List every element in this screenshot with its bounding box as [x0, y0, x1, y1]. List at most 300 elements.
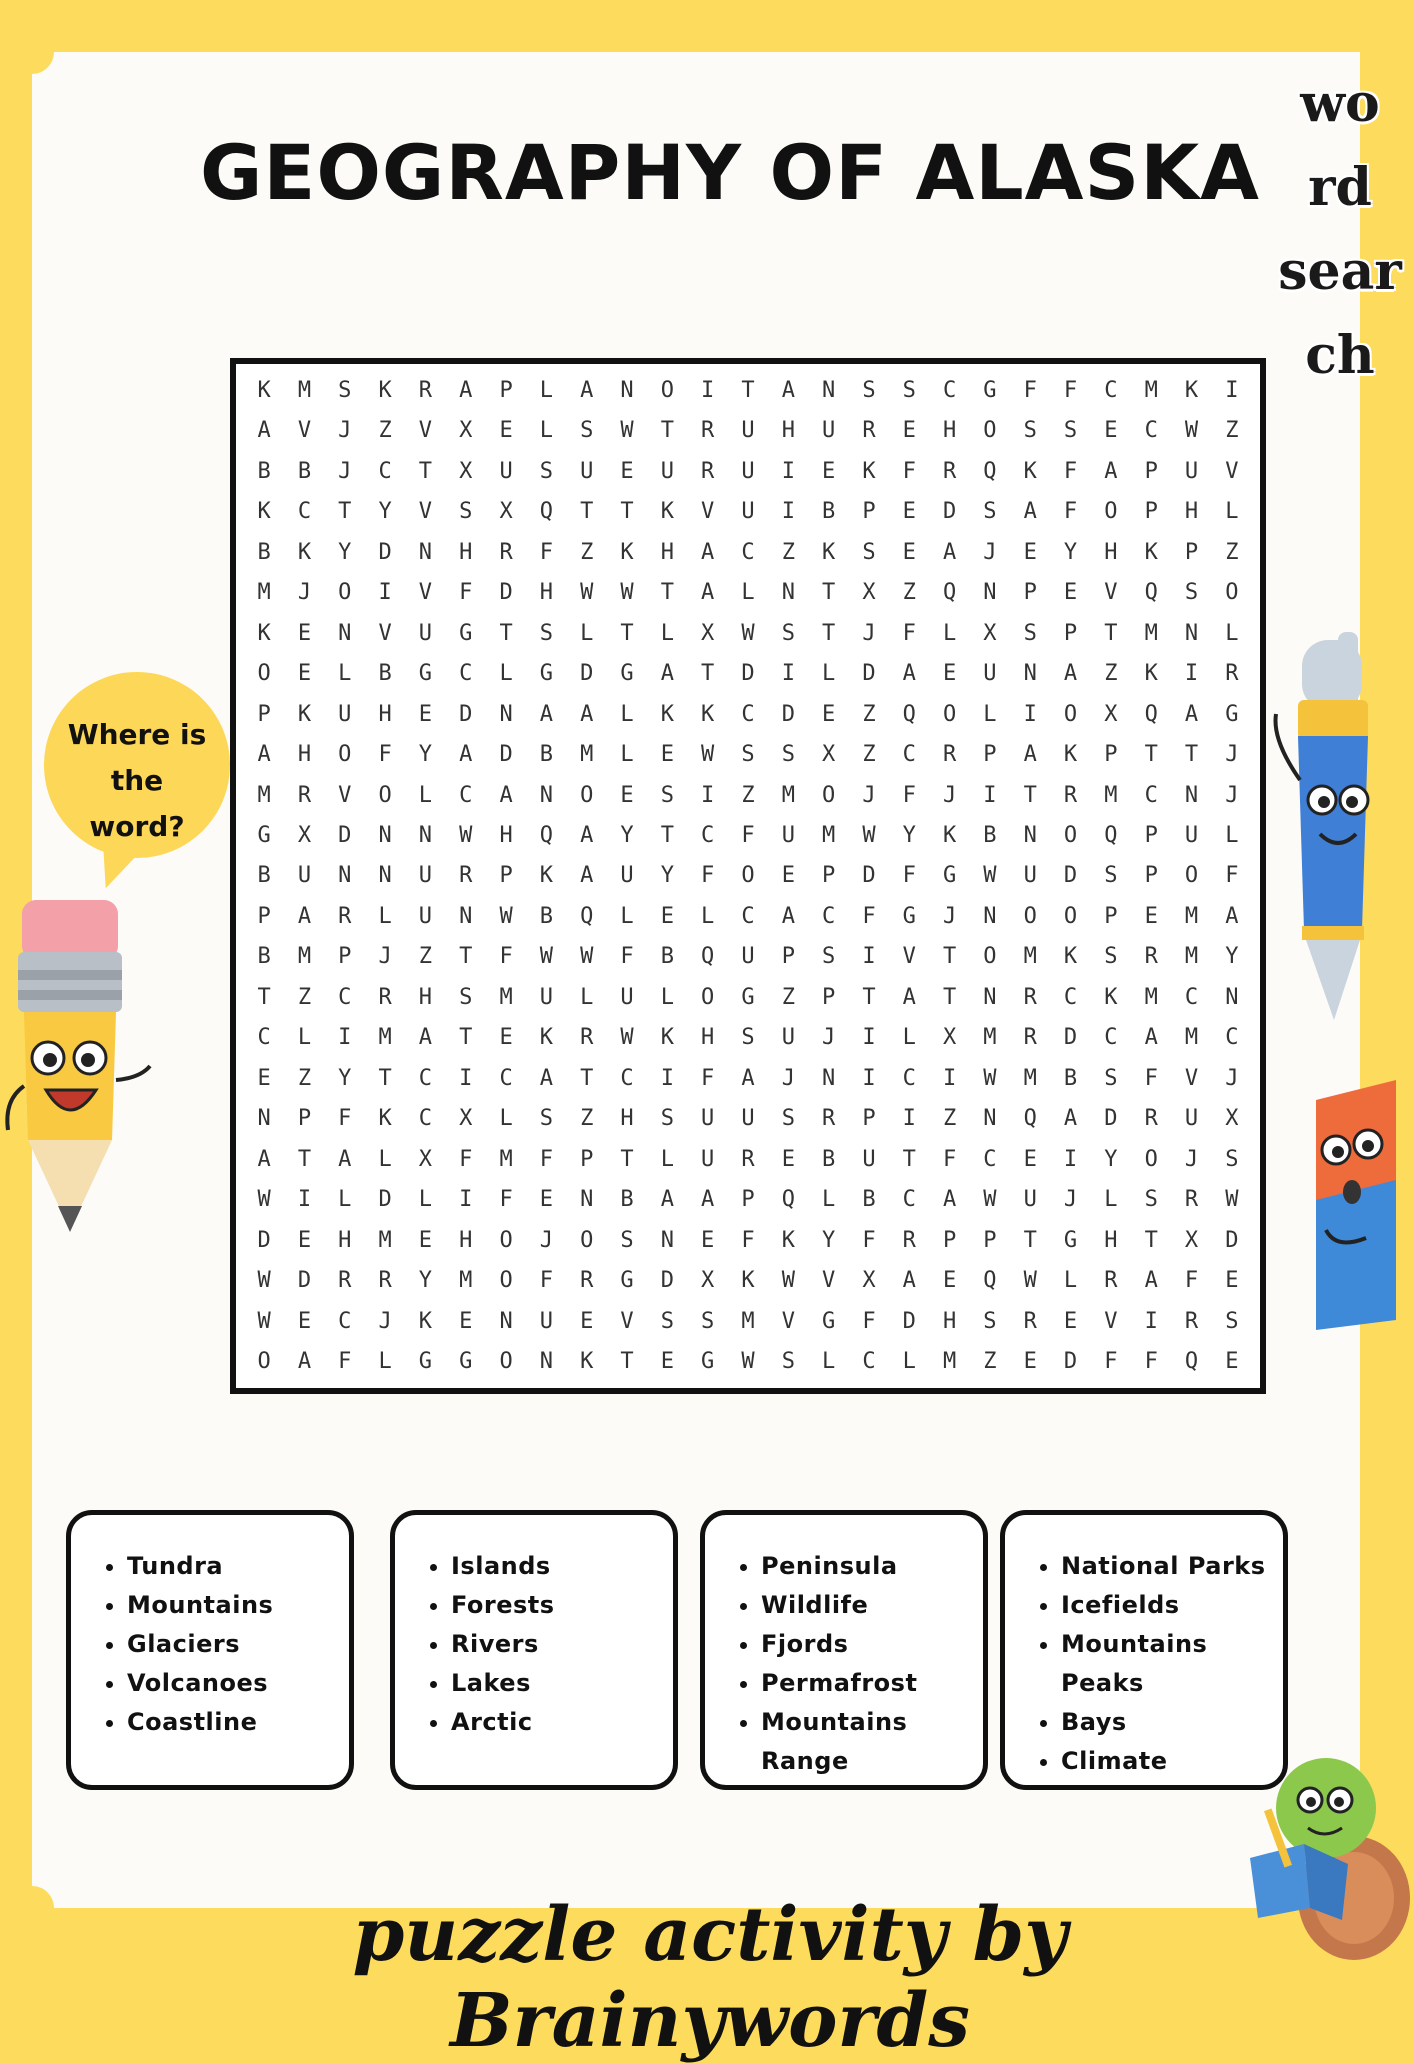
grid-letter[interactable]: F: [1225, 863, 1239, 889]
grid-letter[interactable]: E: [1063, 1308, 1078, 1334]
grid-letter[interactable]: S: [902, 377, 916, 403]
grid-letter[interactable]: T: [1023, 782, 1037, 808]
grid-letter[interactable]: W: [1184, 418, 1199, 444]
grid-letter[interactable]: F: [1063, 377, 1078, 403]
grid-letter[interactable]: T: [620, 620, 634, 646]
grid-letter[interactable]: I: [701, 377, 715, 403]
grid-letter[interactable]: O: [1225, 580, 1239, 606]
grid-letter[interactable]: S: [660, 1106, 674, 1132]
grid-letter[interactable]: K: [741, 1268, 755, 1294]
grid-letter[interactable]: E: [459, 1308, 473, 1334]
grid-letter[interactable]: A: [942, 1187, 957, 1213]
grid-letter[interactable]: S: [580, 418, 594, 444]
grid-letter[interactable]: Z: [580, 1106, 594, 1132]
grid-letter[interactable]: R: [862, 418, 876, 444]
grid-letter[interactable]: C: [1144, 782, 1158, 808]
grid-letter[interactable]: K: [701, 701, 715, 727]
grid-letter[interactable]: C: [459, 782, 473, 808]
grid-letter[interactable]: K: [378, 377, 392, 403]
grid-letter[interactable]: K: [660, 499, 674, 525]
grid-letter[interactable]: A: [1063, 1106, 1078, 1132]
grid-letter[interactable]: S: [741, 742, 755, 768]
grid-letter[interactable]: F: [499, 1187, 513, 1213]
grid-letter[interactable]: T: [297, 1146, 312, 1172]
grid-letter[interactable]: Q: [983, 1268, 997, 1294]
grid-letter[interactable]: Y: [1225, 944, 1239, 970]
grid-letter[interactable]: V: [418, 580, 433, 606]
grid-letter[interactable]: F: [1184, 1268, 1199, 1294]
grid-letter[interactable]: L: [499, 661, 513, 687]
grid-letter[interactable]: I: [1063, 1146, 1078, 1172]
grid-letter[interactable]: J: [338, 458, 352, 484]
grid-letter[interactable]: U: [1023, 863, 1037, 889]
grid-letter[interactable]: J: [822, 1025, 836, 1051]
grid-letter[interactable]: V: [338, 782, 352, 808]
grid-letter[interactable]: W: [580, 944, 594, 970]
grid-letter[interactable]: F: [378, 742, 392, 768]
grid-letter[interactable]: K: [580, 1349, 594, 1375]
grid-letter[interactable]: O: [1063, 903, 1078, 929]
grid-letter[interactable]: T: [942, 984, 957, 1010]
grid-letter[interactable]: X: [1225, 1106, 1239, 1132]
grid-letter[interactable]: L: [418, 782, 433, 808]
grid-letter[interactable]: A: [781, 903, 795, 929]
grid-letter[interactable]: F: [902, 782, 916, 808]
grid-letter[interactable]: F: [902, 620, 916, 646]
grid-letter[interactable]: R: [701, 458, 715, 484]
grid-letter[interactable]: Q: [1104, 823, 1118, 848]
grid-letter[interactable]: E: [781, 1146, 795, 1172]
grid-letter[interactable]: A: [297, 1349, 312, 1375]
grid-letter[interactable]: V: [378, 620, 392, 646]
grid-letter[interactable]: X: [942, 1025, 957, 1051]
grid-letter[interactable]: O: [499, 1227, 513, 1253]
grid-letter[interactable]: A: [1184, 701, 1199, 727]
grid-letter[interactable]: U: [499, 458, 513, 484]
grid-letter[interactable]: S: [459, 984, 473, 1010]
grid-letter[interactable]: Y: [1104, 1146, 1118, 1172]
grid-letter[interactable]: U: [701, 1106, 715, 1132]
grid-letter[interactable]: R: [580, 1268, 594, 1294]
grid-letter[interactable]: N: [620, 377, 634, 403]
grid-letter[interactable]: T: [741, 377, 755, 403]
grid-letter[interactable]: V: [1104, 1308, 1118, 1334]
grid-letter[interactable]: H: [378, 701, 392, 727]
grid-letter[interactable]: V: [902, 944, 916, 970]
grid-letter[interactable]: W: [459, 823, 473, 848]
grid-letter[interactable]: U: [338, 701, 352, 727]
grid-letter[interactable]: R: [378, 1268, 392, 1294]
grid-letter[interactable]: F: [741, 823, 755, 848]
grid-letter[interactable]: K: [378, 1106, 392, 1132]
grid-letter[interactable]: R: [902, 1227, 916, 1253]
grid-letter[interactable]: C: [902, 1065, 916, 1091]
grid-letter[interactable]: D: [1063, 863, 1078, 889]
grid-letter[interactable]: C: [741, 903, 755, 929]
grid-letter[interactable]: N: [539, 782, 554, 808]
grid-letter[interactable]: U: [781, 823, 795, 848]
grid-letter[interactable]: W: [257, 1268, 271, 1294]
grid-letter[interactable]: M: [499, 1146, 513, 1172]
grid-letter[interactable]: E: [822, 701, 836, 727]
grid-letter[interactable]: V: [297, 418, 312, 444]
grid-letter[interactable]: W: [1023, 1268, 1037, 1294]
grid-letter[interactable]: M: [257, 580, 271, 606]
grid-letter[interactable]: S: [781, 1349, 795, 1375]
grid-letter[interactable]: L: [539, 418, 554, 444]
grid-letter[interactable]: O: [499, 1349, 513, 1375]
grid-letter[interactable]: Z: [297, 984, 312, 1010]
grid-letter[interactable]: L: [499, 1106, 513, 1132]
grid-letter[interactable]: O: [822, 782, 836, 808]
grid-letter[interactable]: R: [822, 1106, 836, 1132]
grid-letter[interactable]: A: [902, 1268, 916, 1294]
grid-letter[interactable]: L: [822, 1349, 836, 1375]
grid-letter[interactable]: U: [741, 944, 755, 970]
grid-letter[interactable]: F: [741, 1227, 755, 1253]
grid-letter[interactable]: D: [1063, 1025, 1078, 1051]
grid-letter[interactable]: L: [822, 661, 836, 687]
grid-letter[interactable]: P: [822, 984, 836, 1010]
grid-letter[interactable]: X: [701, 620, 715, 646]
grid-letter[interactable]: S: [862, 539, 876, 565]
grid-letter[interactable]: K: [297, 701, 312, 727]
grid-letter[interactable]: Z: [297, 1065, 312, 1091]
grid-letter[interactable]: H: [499, 823, 513, 848]
grid-letter[interactable]: A: [580, 701, 594, 727]
grid-letter[interactable]: I: [459, 1065, 473, 1091]
grid-letter[interactable]: A: [660, 661, 674, 687]
grid-letter[interactable]: R: [942, 458, 957, 484]
grid-letter[interactable]: O: [1144, 1146, 1158, 1172]
grid-letter[interactable]: T: [1184, 742, 1199, 768]
grid-letter[interactable]: S: [983, 1308, 997, 1334]
grid-letter[interactable]: Y: [418, 1268, 433, 1294]
grid-letter[interactable]: I: [338, 1025, 352, 1051]
grid-letter[interactable]: M: [1144, 620, 1158, 646]
grid-letter[interactable]: P: [822, 863, 836, 889]
grid-letter[interactable]: G: [1225, 701, 1239, 727]
grid-letter[interactable]: A: [1225, 903, 1239, 929]
grid-letter[interactable]: G: [459, 1349, 473, 1375]
grid-letter[interactable]: Z: [1104, 661, 1118, 687]
grid-letter[interactable]: L: [338, 661, 352, 687]
grid-letter[interactable]: M: [257, 782, 271, 808]
grid-letter[interactable]: Q: [539, 499, 554, 525]
grid-letter[interactable]: L: [1225, 823, 1239, 848]
grid-letter[interactable]: J: [378, 1308, 392, 1334]
grid-letter[interactable]: K: [257, 499, 271, 525]
grid-letter[interactable]: C: [1104, 1025, 1118, 1051]
grid-letter[interactable]: L: [1225, 620, 1239, 646]
grid-letter[interactable]: A: [257, 742, 271, 768]
grid-letter[interactable]: K: [539, 863, 554, 889]
grid-letter[interactable]: S: [660, 782, 674, 808]
grid-letter[interactable]: D: [862, 863, 876, 889]
grid-letter[interactable]: E: [1023, 539, 1037, 565]
grid-letter[interactable]: C: [338, 984, 352, 1010]
grid-letter[interactable]: E: [499, 418, 513, 444]
grid-letter[interactable]: O: [1023, 903, 1037, 929]
grid-letter[interactable]: R: [741, 1146, 755, 1172]
grid-letter[interactable]: F: [862, 1227, 876, 1253]
grid-letter[interactable]: T: [620, 499, 634, 525]
grid-letter[interactable]: Y: [660, 863, 674, 889]
grid-letter[interactable]: I: [701, 782, 715, 808]
grid-letter[interactable]: U: [418, 620, 433, 646]
grid-letter[interactable]: P: [1144, 499, 1158, 525]
grid-letter[interactable]: U: [983, 661, 997, 687]
grid-letter[interactable]: W: [539, 944, 554, 970]
grid-letter[interactable]: B: [297, 458, 312, 484]
grid-letter[interactable]: D: [1104, 1106, 1118, 1132]
grid-letter[interactable]: N: [983, 580, 997, 606]
grid-letter[interactable]: H: [781, 418, 795, 444]
grid-letter[interactable]: T: [580, 1065, 594, 1091]
grid-letter[interactable]: L: [902, 1025, 916, 1051]
grid-letter[interactable]: F: [539, 539, 554, 565]
grid-letter[interactable]: D: [297, 1268, 312, 1294]
grid-letter[interactable]: K: [1144, 539, 1158, 565]
grid-letter[interactable]: K: [660, 701, 674, 727]
grid-letter[interactable]: E: [781, 863, 795, 889]
grid-letter[interactable]: F: [862, 1308, 876, 1334]
grid-letter[interactable]: M: [580, 742, 594, 768]
grid-letter[interactable]: R: [297, 782, 312, 808]
grid-letter[interactable]: C: [902, 742, 916, 768]
grid-letter[interactable]: S: [1225, 1146, 1239, 1172]
grid-letter[interactable]: M: [1144, 984, 1158, 1010]
grid-letter[interactable]: D: [1225, 1227, 1239, 1253]
grid-letter[interactable]: Q: [902, 701, 916, 727]
grid-letter[interactable]: R: [1144, 1106, 1158, 1132]
grid-letter[interactable]: M: [1184, 944, 1199, 970]
grid-letter[interactable]: I: [862, 1065, 876, 1091]
grid-letter[interactable]: L: [378, 903, 392, 929]
grid-letter[interactable]: G: [418, 661, 433, 687]
grid-letter[interactable]: B: [257, 458, 271, 484]
grid-letter[interactable]: S: [539, 1106, 554, 1132]
grid-letter[interactable]: U: [620, 863, 634, 889]
grid-letter[interactable]: A: [418, 1025, 433, 1051]
grid-letter[interactable]: Q: [701, 944, 715, 970]
grid-letter[interactable]: N: [660, 1227, 674, 1253]
grid-letter[interactable]: M: [781, 782, 795, 808]
grid-letter[interactable]: J: [942, 903, 957, 929]
grid-letter[interactable]: K: [1104, 984, 1118, 1010]
grid-letter[interactable]: X: [459, 1106, 473, 1132]
grid-letter[interactable]: T: [1144, 1227, 1158, 1253]
grid-letter[interactable]: I: [1023, 701, 1037, 727]
grid-letter[interactable]: J: [1225, 1065, 1239, 1091]
grid-letter[interactable]: U: [418, 903, 433, 929]
grid-letter[interactable]: Q: [781, 1187, 795, 1213]
grid-letter[interactable]: M: [297, 377, 312, 403]
grid-letter[interactable]: C: [822, 903, 836, 929]
grid-letter[interactable]: T: [459, 1025, 473, 1051]
grid-letter[interactable]: G: [902, 903, 916, 929]
grid-letter[interactable]: F: [902, 863, 916, 889]
grid-letter[interactable]: R: [1144, 944, 1158, 970]
grid-letter[interactable]: I: [1144, 1308, 1158, 1334]
grid-letter[interactable]: Z: [942, 1106, 957, 1132]
grid-letter[interactable]: U: [418, 863, 433, 889]
grid-letter[interactable]: E: [660, 1349, 674, 1375]
grid-letter[interactable]: F: [701, 1065, 715, 1091]
grid-letter[interactable]: R: [1023, 1308, 1037, 1334]
grid-letter[interactable]: B: [862, 1187, 876, 1213]
grid-letter[interactable]: O: [942, 701, 957, 727]
grid-letter[interactable]: A: [1104, 458, 1118, 484]
grid-letter[interactable]: L: [418, 1187, 433, 1213]
grid-letter[interactable]: D: [378, 1187, 392, 1213]
grid-letter[interactable]: Q: [1144, 701, 1158, 727]
grid-letter[interactable]: P: [257, 903, 271, 929]
grid-letter[interactable]: R: [338, 1268, 352, 1294]
grid-letter[interactable]: U: [741, 1106, 755, 1132]
grid-letter[interactable]: T: [338, 499, 352, 525]
grid-letter[interactable]: F: [499, 944, 513, 970]
grid-letter[interactable]: I: [660, 1065, 674, 1091]
grid-letter[interactable]: O: [580, 1227, 594, 1253]
grid-letter[interactable]: W: [257, 1308, 271, 1334]
grid-letter[interactable]: V: [620, 1308, 634, 1334]
grid-letter[interactable]: S: [1023, 418, 1037, 444]
grid-letter[interactable]: P: [1104, 742, 1118, 768]
grid-letter[interactable]: T: [620, 1349, 634, 1375]
grid-letter[interactable]: T: [1104, 620, 1118, 646]
grid-letter[interactable]: F: [1144, 1065, 1158, 1091]
grid-letter[interactable]: A: [539, 1065, 554, 1091]
grid-letter[interactable]: P: [297, 1106, 312, 1132]
grid-letter[interactable]: A: [338, 1146, 352, 1172]
grid-letter[interactable]: Y: [1063, 539, 1078, 565]
grid-letter[interactable]: X: [459, 458, 473, 484]
grid-letter[interactable]: N: [418, 539, 433, 565]
grid-letter[interactable]: N: [378, 823, 392, 848]
grid-letter[interactable]: R: [1023, 984, 1037, 1010]
grid-letter[interactable]: G: [983, 377, 997, 403]
grid-letter[interactable]: E: [1023, 1349, 1037, 1375]
grid-letter[interactable]: H: [620, 1106, 634, 1132]
grid-letter[interactable]: W: [741, 620, 755, 646]
grid-letter[interactable]: H: [1104, 539, 1118, 565]
grid-letter[interactable]: N: [822, 377, 836, 403]
grid-letter[interactable]: N: [418, 823, 433, 848]
grid-letter[interactable]: T: [902, 1146, 916, 1172]
grid-letter[interactable]: E: [1023, 1146, 1037, 1172]
grid-letter[interactable]: S: [1104, 944, 1118, 970]
grid-letter[interactable]: T: [660, 580, 674, 606]
grid-letter[interactable]: O: [257, 1349, 271, 1375]
grid-letter[interactable]: B: [660, 944, 674, 970]
grid-letter[interactable]: P: [862, 499, 876, 525]
grid-letter[interactable]: U: [822, 418, 836, 444]
grid-letter[interactable]: T: [418, 458, 433, 484]
grid-letter[interactable]: C: [418, 1106, 433, 1132]
grid-letter[interactable]: H: [418, 984, 433, 1010]
grid-letter[interactable]: A: [902, 661, 916, 687]
grid-letter[interactable]: D: [741, 661, 755, 687]
grid-letter[interactable]: Z: [781, 539, 795, 565]
grid-letter[interactable]: W: [701, 742, 715, 768]
grid-letter[interactable]: U: [1023, 1187, 1037, 1213]
grid-letter[interactable]: N: [539, 1349, 554, 1375]
grid-letter[interactable]: B: [257, 944, 271, 970]
grid-letter[interactable]: L: [701, 903, 715, 929]
grid-letter[interactable]: M: [1184, 903, 1199, 929]
grid-letter[interactable]: W: [781, 1268, 795, 1294]
grid-letter[interactable]: S: [781, 620, 795, 646]
grid-letter[interactable]: X: [1104, 701, 1118, 727]
grid-letter[interactable]: W: [580, 580, 594, 606]
grid-letter[interactable]: E: [499, 1025, 513, 1051]
grid-letter[interactable]: K: [257, 377, 271, 403]
grid-letter[interactable]: U: [701, 1146, 715, 1172]
grid-letter[interactable]: M: [822, 823, 836, 848]
grid-letter[interactable]: R: [1184, 1187, 1199, 1213]
grid-letter[interactable]: A: [781, 377, 795, 403]
grid-letter[interactable]: I: [1225, 377, 1239, 403]
grid-letter[interactable]: L: [620, 701, 634, 727]
grid-letter[interactable]: P: [499, 863, 513, 889]
grid-letter[interactable]: E: [942, 1268, 957, 1294]
grid-letter[interactable]: I: [862, 944, 876, 970]
grid-letter[interactable]: F: [539, 1146, 554, 1172]
grid-letter[interactable]: T: [1144, 742, 1158, 768]
grid-letter[interactable]: W: [983, 1065, 997, 1091]
grid-letter[interactable]: E: [418, 1227, 433, 1253]
grid-letter[interactable]: B: [620, 1187, 634, 1213]
grid-letter[interactable]: F: [459, 1146, 473, 1172]
grid-letter[interactable]: P: [862, 1106, 876, 1132]
grid-letter[interactable]: U: [620, 984, 634, 1010]
grid-letter[interactable]: J: [862, 620, 876, 646]
grid-letter[interactable]: Q: [983, 458, 997, 484]
grid-letter[interactable]: A: [1144, 1268, 1158, 1294]
grid-letter[interactable]: O: [1063, 823, 1078, 848]
grid-letter[interactable]: W: [983, 1187, 997, 1213]
grid-letter[interactable]: U: [741, 499, 755, 525]
grid-letter[interactable]: G: [620, 661, 634, 687]
grid-letter[interactable]: E: [297, 1227, 312, 1253]
grid-letter[interactable]: S: [781, 1106, 795, 1132]
grid-letter[interactable]: J: [338, 418, 352, 444]
grid-letter[interactable]: G: [459, 620, 473, 646]
grid-letter[interactable]: M: [1023, 1065, 1037, 1091]
grid-letter[interactable]: E: [1225, 1349, 1239, 1375]
grid-letter[interactable]: F: [338, 1106, 352, 1132]
word-search-grid[interactable]: [230, 358, 1266, 1394]
grid-letter[interactable]: H: [459, 1227, 473, 1253]
grid-letter[interactable]: K: [1063, 742, 1078, 768]
grid-letter[interactable]: E: [822, 458, 836, 484]
grid-letter[interactable]: L: [741, 580, 755, 606]
grid-letter[interactable]: F: [701, 863, 715, 889]
grid-letter[interactable]: M: [1104, 782, 1118, 808]
grid-letter[interactable]: P: [942, 1227, 957, 1253]
grid-letter[interactable]: P: [1144, 823, 1158, 848]
grid-letter[interactable]: L: [1104, 1187, 1118, 1213]
grid-letter[interactable]: X: [459, 418, 473, 444]
grid-letter[interactable]: G: [701, 1349, 715, 1375]
grid-letter[interactable]: N: [1023, 661, 1037, 687]
grid-letter[interactable]: N: [338, 620, 352, 646]
grid-letter[interactable]: N: [1023, 823, 1037, 848]
grid-letter[interactable]: S: [983, 499, 997, 525]
grid-letter[interactable]: J: [942, 782, 957, 808]
grid-letter[interactable]: F: [620, 944, 634, 970]
